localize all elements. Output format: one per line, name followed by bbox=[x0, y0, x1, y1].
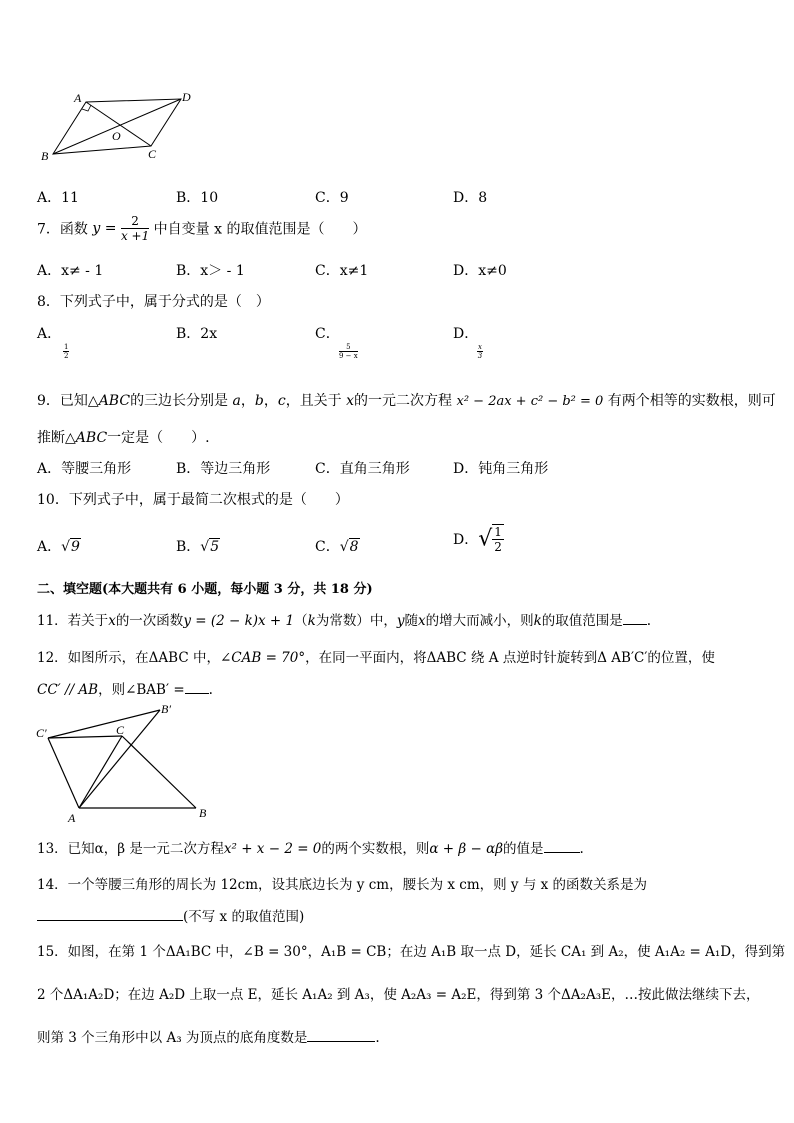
label-A: A bbox=[74, 91, 82, 105]
q10-option-a[interactable]: A．√9 bbox=[37, 539, 80, 555]
q9-option-b[interactable]: B．等边三角形 bbox=[176, 461, 271, 477]
q9-line2-a: 推断△ bbox=[37, 430, 76, 446]
label-C: C bbox=[148, 147, 157, 161]
q12-text-c: ，则∠BAB′ = bbox=[98, 682, 185, 698]
label-B: B bbox=[41, 149, 49, 163]
q15-line3-text: 则第 3 个三角形中以 A₃ 为顶点的底角度数是 bbox=[37, 1030, 308, 1046]
q12-text-b: ，在同一平面内，将ΔABC 绕 A 点逆时针旋转到Δ AB′C′的位置，使 bbox=[305, 650, 715, 666]
q7-num: 2 bbox=[121, 214, 149, 229]
q10-rad-a: 9 bbox=[71, 539, 80, 555]
q11-function: y = (2 − k)x + 1 bbox=[183, 613, 295, 629]
q7-option-b[interactable]: B．x＞ - 1 bbox=[176, 263, 245, 279]
q9-text-b: 的三边长分别是 bbox=[130, 393, 229, 409]
q9-equation: x² − 2ax + c² − b² = 0 bbox=[456, 394, 604, 409]
q7-prefix: 7．函数 bbox=[37, 221, 88, 238]
q10-rad-b: 5 bbox=[210, 539, 220, 555]
q8-d-fraction bbox=[477, 343, 483, 360]
q10-d-den: 2 bbox=[494, 540, 502, 554]
q11-text-f: 的增大而减小，则 bbox=[425, 613, 534, 629]
parallelogram-figure bbox=[36, 88, 206, 168]
q7-eq: = bbox=[104, 220, 117, 237]
q6-option-a[interactable]: A．11 bbox=[37, 190, 79, 206]
q9-line1 bbox=[37, 390, 776, 410]
q13-text-a: 13．已知α，β 是一元二次方程 bbox=[37, 841, 224, 857]
q9-comma-1: ， bbox=[240, 393, 255, 409]
q8-option-c[interactable] bbox=[315, 323, 358, 362]
q7-suffix: 中自变量 x 的取值范围是（ ） bbox=[153, 221, 367, 238]
q12-line2: CC′ // AB，则∠BAB′ = . bbox=[37, 682, 213, 698]
q11-text-d: 为常数）中， bbox=[315, 613, 397, 629]
q10-stem: 10．下列式子中，属于最简二次根式的是（ ） bbox=[37, 492, 349, 508]
q11-text-b: 的一次函数 bbox=[115, 613, 184, 629]
q9-b: b bbox=[254, 393, 264, 409]
q11-x: x bbox=[108, 613, 116, 629]
q11-x2: x bbox=[417, 613, 426, 629]
label-D: D bbox=[182, 90, 191, 104]
label-B-prime: B′ bbox=[161, 702, 171, 716]
q13-equation: x² + x − 2 = 0 bbox=[223, 841, 322, 857]
q13-expression: α + β − αβ bbox=[429, 841, 504, 857]
q13-text-b: 的两个实数根，则 bbox=[321, 841, 430, 857]
q7-option-c[interactable]: C．x≠1 bbox=[315, 263, 369, 279]
q9-text-a: 9．已知△ bbox=[37, 393, 99, 409]
q9-line2-b: 一定是（ ）. bbox=[107, 430, 210, 446]
label-B: B bbox=[199, 806, 207, 820]
q6-option-d[interactable]: D．8 bbox=[453, 190, 488, 206]
q11-answer-blank[interactable] bbox=[623, 624, 647, 625]
q9-x: x bbox=[346, 393, 355, 409]
q11-y: y bbox=[396, 613, 405, 629]
q11-text-g: 的取值范围是 bbox=[541, 613, 623, 629]
q9-text-d: 的一元二次方程 bbox=[354, 393, 453, 409]
q9-abc-2: ABC bbox=[75, 430, 108, 446]
q8-stem: 8．下列式子中，属于分式的是（ ） bbox=[37, 294, 270, 310]
q12-text-a: 12．如图所示，在ΔABC 中， bbox=[37, 650, 220, 666]
q11: 11．若关于x的一次函数y = (2 − k)x + 1（k为常数）中，y随x的增大而减小，则k的取值范围是 . bbox=[37, 613, 652, 629]
q8-d-num: x bbox=[478, 343, 482, 351]
q10-option-d[interactable]: D．√ $\frac{1}{2}$ bbox=[453, 525, 502, 554]
q11-text-a: 11．若关于 bbox=[37, 613, 109, 629]
q9-text-e: 有两个相等的实数根，则可 bbox=[607, 393, 776, 409]
q9-text-c: 且关于 bbox=[299, 393, 342, 409]
label-A: A bbox=[68, 811, 76, 825]
q12-angle: ∠CAB = 70° bbox=[219, 650, 306, 666]
q10-label-a: A． bbox=[37, 539, 62, 555]
q8-option-d[interactable] bbox=[453, 323, 483, 362]
q13-text-c: 的值是 bbox=[503, 841, 544, 857]
q11-k2: k bbox=[533, 613, 542, 629]
q8-label-c: C． bbox=[315, 326, 340, 342]
q8-option-a[interactable] bbox=[37, 323, 69, 362]
q7-den: x +1 bbox=[120, 229, 150, 243]
q8-c-fraction bbox=[339, 343, 358, 360]
q12-answer-blank[interactable] bbox=[185, 693, 209, 694]
q9-option-d[interactable]: D．钝角三角形 bbox=[453, 461, 549, 477]
q15-line2: 2 个ΔA₁A₂D；在边 A₂D 上取一点 E，延长 A₁A₂ 到 A₃，使 A₂A₃ = A₂E，得到第 3 个ΔA₂A₃E，…按此做法继续下去， bbox=[37, 987, 760, 1003]
q10-d-num: 1 bbox=[494, 525, 502, 539]
q8-a-den: 2 bbox=[64, 352, 69, 360]
q10-label-b: B． bbox=[176, 539, 201, 555]
q7-stem bbox=[37, 214, 366, 243]
q15-line3: 则第 3 个三角形中以 A₃ 为顶点的底角度数是 . bbox=[37, 1030, 380, 1046]
q9-abc: ABC bbox=[98, 393, 131, 409]
q9-a: a bbox=[232, 393, 241, 409]
q10-rad-c: 8 bbox=[349, 539, 359, 555]
q10-option-b[interactable]: B．√5 bbox=[176, 539, 220, 555]
q8-a-fraction bbox=[63, 343, 69, 360]
label-C-prime: C′ bbox=[36, 726, 47, 740]
q15-line1: 15．如图，在第 1 个ΔA₁BC 中，∠B = 30°，A₁B = CB；在边 A₁B 取一点 D，延长 CA₁ 到 A₂，使 A₁A₂ = A₁D，得到第 bbox=[37, 944, 786, 960]
q6-option-b[interactable]: B．10 bbox=[176, 190, 219, 206]
q7-y: y bbox=[92, 220, 101, 237]
q9-option-c[interactable]: C．直角三角形 bbox=[315, 461, 410, 477]
q11-k: k bbox=[307, 613, 316, 629]
q11-text-e: 随 bbox=[404, 613, 418, 629]
q7-option-a[interactable]: A．x≠ - 1 bbox=[37, 263, 104, 279]
q8-c-den: 9 − x bbox=[339, 352, 358, 360]
q8-label-a: A． bbox=[37, 326, 62, 342]
section-2-heading: 二、填空题(本大题共有 6 小题，每小题 3 分，共 18 分) bbox=[37, 582, 373, 597]
q8-label-d: D． bbox=[453, 326, 479, 342]
q14-line2 bbox=[37, 905, 304, 925]
q13: 13．已知α，β 是一元二次方程x² + x − 2 = 0的两个实数根，则α + β − αβ的值是 . bbox=[37, 841, 584, 857]
q9-option-a[interactable]: A．等腰三角形 bbox=[37, 461, 132, 477]
label-O: O bbox=[112, 129, 121, 143]
q14-note: (不写 x 的取值范围) bbox=[183, 909, 305, 925]
q13-answer-blank[interactable] bbox=[544, 852, 580, 853]
q11-text-c: （ bbox=[294, 613, 308, 629]
q9-comma-2: ， bbox=[263, 393, 278, 409]
q7-option-d[interactable]: D．x≠0 bbox=[453, 263, 507, 279]
label-C: C bbox=[116, 723, 125, 737]
q10-label-c: C． bbox=[315, 539, 340, 555]
q10-d-fraction bbox=[492, 524, 504, 554]
q10-option-c[interactable]: C．√8 bbox=[315, 539, 359, 555]
q12-line1 bbox=[37, 646, 715, 666]
q6-option-c[interactable]: C．9 bbox=[315, 190, 349, 206]
q14-line1: 14．一个等腰三角形的周长为 12cm，设其底边长为 y cm，腰长为 x cm，则 y 与 x 的函数关系是为 bbox=[37, 877, 648, 893]
q8-d-den: 3 bbox=[477, 352, 483, 360]
q8-option-b[interactable]: B．2x bbox=[176, 326, 218, 342]
q7-fraction bbox=[121, 214, 149, 243]
q8-c-num: 5 bbox=[339, 343, 358, 352]
q15-answer-blank[interactable] bbox=[307, 1041, 375, 1042]
q14-answer-blank[interactable] bbox=[37, 920, 183, 921]
q8-a-num: 1 bbox=[64, 343, 69, 351]
q12-parallel: CC′ // AB bbox=[37, 682, 99, 698]
q9-c: c bbox=[277, 393, 286, 409]
q9-comma-3: ， bbox=[285, 393, 300, 409]
rotation-figure bbox=[34, 700, 214, 825]
q9-line2 bbox=[37, 427, 210, 447]
q10-label-d: D． bbox=[453, 532, 479, 548]
